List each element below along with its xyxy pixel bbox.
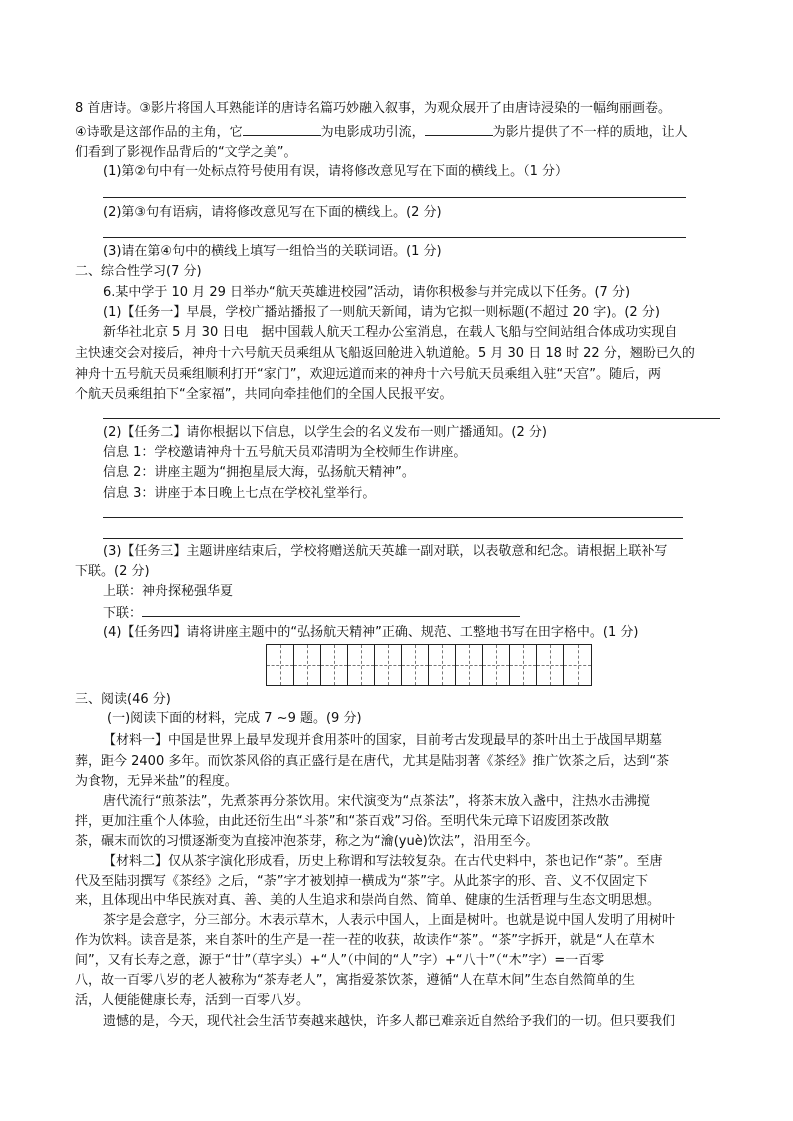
material-paragraph: 茶，碾末而饮的习惯逐渐变为直接冲泡茶芽，称之为“瀹(yuè)饮法”，沿用至今。 xyxy=(75,834,539,849)
material-paragraph: 茶字是会意字，分三部分。木表示草木，人表示中国人，上面是树叶。也就是说中国人发明了用树叶 xyxy=(103,913,676,928)
material-paragraph: 来，且体现出中华民族对真、善、美的人生追求和崇尚自然、简单、健康的生活哲理与生态文明思想。 xyxy=(75,893,661,908)
material-paragraph: 间”，又有长寿之意，源于“廿”（草字头）+“人”（中间的“人”字）+“八十”（“木”字）=一百零 xyxy=(75,953,605,968)
grid-cell[interactable] xyxy=(564,645,591,685)
material-paragraph: 拌，更加注重个人体验，由此还衍生出“斗茶”和“茶百戏”习俗。至明代朱元璋下诏废团茶改散 xyxy=(75,814,609,829)
news-paragraph: 个航天员乘组拍下“全家福”，共同向牵挂他们的全国人民报平安。 xyxy=(75,387,453,402)
reading-instruction: (一)阅读下面的材料，完成 7 ~9 题。(9 分) xyxy=(107,711,362,726)
text-line xyxy=(75,121,688,143)
grid-cell[interactable] xyxy=(348,645,375,685)
task-1: (1)【任务一】早晨，学校广播站播报了一则航天新闻，请为它拟一则标题(不超过 20 字)。(2 分) xyxy=(103,305,660,320)
news-paragraph: 神舟十五号航天员乘组顺利打开“家门”，欢迎远道而来的神舟十六号航天员乘组入驻“天宫”。随后，两 xyxy=(75,367,661,382)
material-paragraph: 活，人便能健康长寿，活到一百零八岁。 xyxy=(75,993,310,1008)
question-6: 6.某中学于 10 月 29 日举办“航天英雄进校园”活动，请你积极参与并完成以下任务。(7 分) xyxy=(103,285,631,300)
material-paragraph: 【材料一】中国是世界上最早发现并食用茶叶的国家，目前考古发现最早的茶叶出土于战国早期墓 xyxy=(103,733,663,748)
material-paragraph: 唐代流行“煎茶法”，先煮茶再分茶饮用。宋代演变为“点茶法”，将茶末放入盏中，注热水击沸搅 xyxy=(103,794,650,809)
task-4: (4)【任务四】请将讲座主题中的“弘扬航天精神”正确、规范、工整地书写在田字格中。(1 分) xyxy=(103,625,639,640)
info-line: 信息 2：讲座主题为“拥抱星辰大海，弘扬航天精神”。 xyxy=(103,465,415,480)
grid-cell[interactable] xyxy=(510,645,537,685)
text-line: 们看到了影视作品背后的“文学之美”。 xyxy=(75,145,297,160)
answer-line[interactable] xyxy=(103,538,683,539)
material-paragraph: 代及至陆羽撰写《茶经》之后，“荼”字才被划掉一横成为“茶”字。从此茶字的形、音、义不仅固定下 xyxy=(75,874,648,889)
text-line: 下联。(2 分) xyxy=(75,564,150,579)
answer-line[interactable] xyxy=(103,237,686,238)
text-segment: 为电影成功引流， xyxy=(320,125,425,140)
couplet-answer-blank[interactable] xyxy=(142,602,520,617)
grid-cell[interactable] xyxy=(537,645,564,685)
material-paragraph: 葬，距今 2400 多年。而饮茶风俗的真正盛行是在唐代，尤其是陆羽著《茶经》推广饮茶之后，达到“茶 xyxy=(75,754,670,769)
question-3: (3)请在第④句中的横线上填写一组恰当的关联词语。(1 分) xyxy=(103,244,442,259)
fill-blank-1[interactable] xyxy=(243,121,321,136)
grid-cell[interactable] xyxy=(321,645,348,685)
news-paragraph: 新华社北京 5 月 30 日电 据中国载人航天工程办公室消息，在载人飞船与空间站组合体成功实现自 xyxy=(103,325,678,340)
material-paragraph: 为食物，无异米盐”的程度。 xyxy=(75,774,238,789)
text-segment: 为影片提供了不一样的质地，让人 xyxy=(492,125,688,140)
info-line: 信息 3：讲座于本日晚上七点在学校礼堂举行。 xyxy=(103,486,376,501)
grid-cell[interactable] xyxy=(456,645,483,685)
task-2: (2)【任务二】请你根据以下信息，以学生会的名义发布一则广播通知。(2 分) xyxy=(103,425,547,440)
grid-cell[interactable] xyxy=(267,645,294,685)
grid-cell[interactable] xyxy=(429,645,456,685)
material-paragraph: 作为饮料。读音是茶，来自茶叶的生产是一茬一茬的收获，故读作“茶”。“茶”字拆开，就是“人在草木 xyxy=(75,933,655,948)
answer-line[interactable] xyxy=(103,197,686,198)
section-heading: 三、阅读(46 分) xyxy=(75,692,171,707)
grid-cell[interactable] xyxy=(375,645,402,685)
material-paragraph: 八，故一百零八岁的老人被称为“茶寿老人”，寓指爱茶饮茶，遵循“人在草木间”生态自然简单的生 xyxy=(75,973,635,988)
task-3: (3)【任务三】主题讲座结束后，学校将赠送航天英雄一副对联，以表敬意和纪念。请根据上联补写 xyxy=(103,544,668,559)
text-segment: ④诗歌是这部作品的主角，它 xyxy=(75,125,243,140)
info-line: 信息 1：学校邀请神舟十五号航天员邓清明为全校师生作讲座。 xyxy=(103,445,467,460)
section-heading: 二、综合性学习(7 分) xyxy=(75,264,202,279)
tianzige-grid[interactable] xyxy=(266,644,592,686)
answer-line[interactable] xyxy=(103,418,720,419)
text-line: 8 首唐诗。③影片将国人耳熟能详的唐诗名篇巧妙融入叙事，为观众展开了由唐诗浸染的一幅绚丽画卷。 xyxy=(75,101,672,116)
grid-cell[interactable] xyxy=(402,645,429,685)
question-1: (1)第②句中有一处标点符号使用有误，请将修改意见写在下面的横线上。（1 分） xyxy=(103,164,568,179)
answer-line[interactable] xyxy=(103,517,683,518)
news-paragraph: 主快速交会对接后，神舟十六号航天员乘组从飞船返回舱进入轨道舱。5 月 30 日 18 时 22 分，翘盼已久的 xyxy=(75,346,695,361)
question-2: (2)第③句有语病，请将修改意见写在下面的横线上。(2 分) xyxy=(103,205,442,220)
material-paragraph: 【材料二】仅从茶字演化形成看，历史上称谓和写法较复杂。在古代史料中，茶也记作“荼”。至唐 xyxy=(103,854,663,869)
couplet-first: 上联：神舟探秘强华夏 xyxy=(103,584,234,599)
fill-blank-2[interactable] xyxy=(425,121,493,136)
material-paragraph: 遗憾的是，今天，现代社会生活节奏越来越快，许多人都已难亲近自然给予我们的一切。但只要我们 xyxy=(103,1014,676,1029)
couplet-second xyxy=(103,602,520,624)
grid-cell[interactable] xyxy=(483,645,510,685)
couplet-second-label: 下联： xyxy=(103,606,143,621)
grid-cell[interactable] xyxy=(294,645,321,685)
